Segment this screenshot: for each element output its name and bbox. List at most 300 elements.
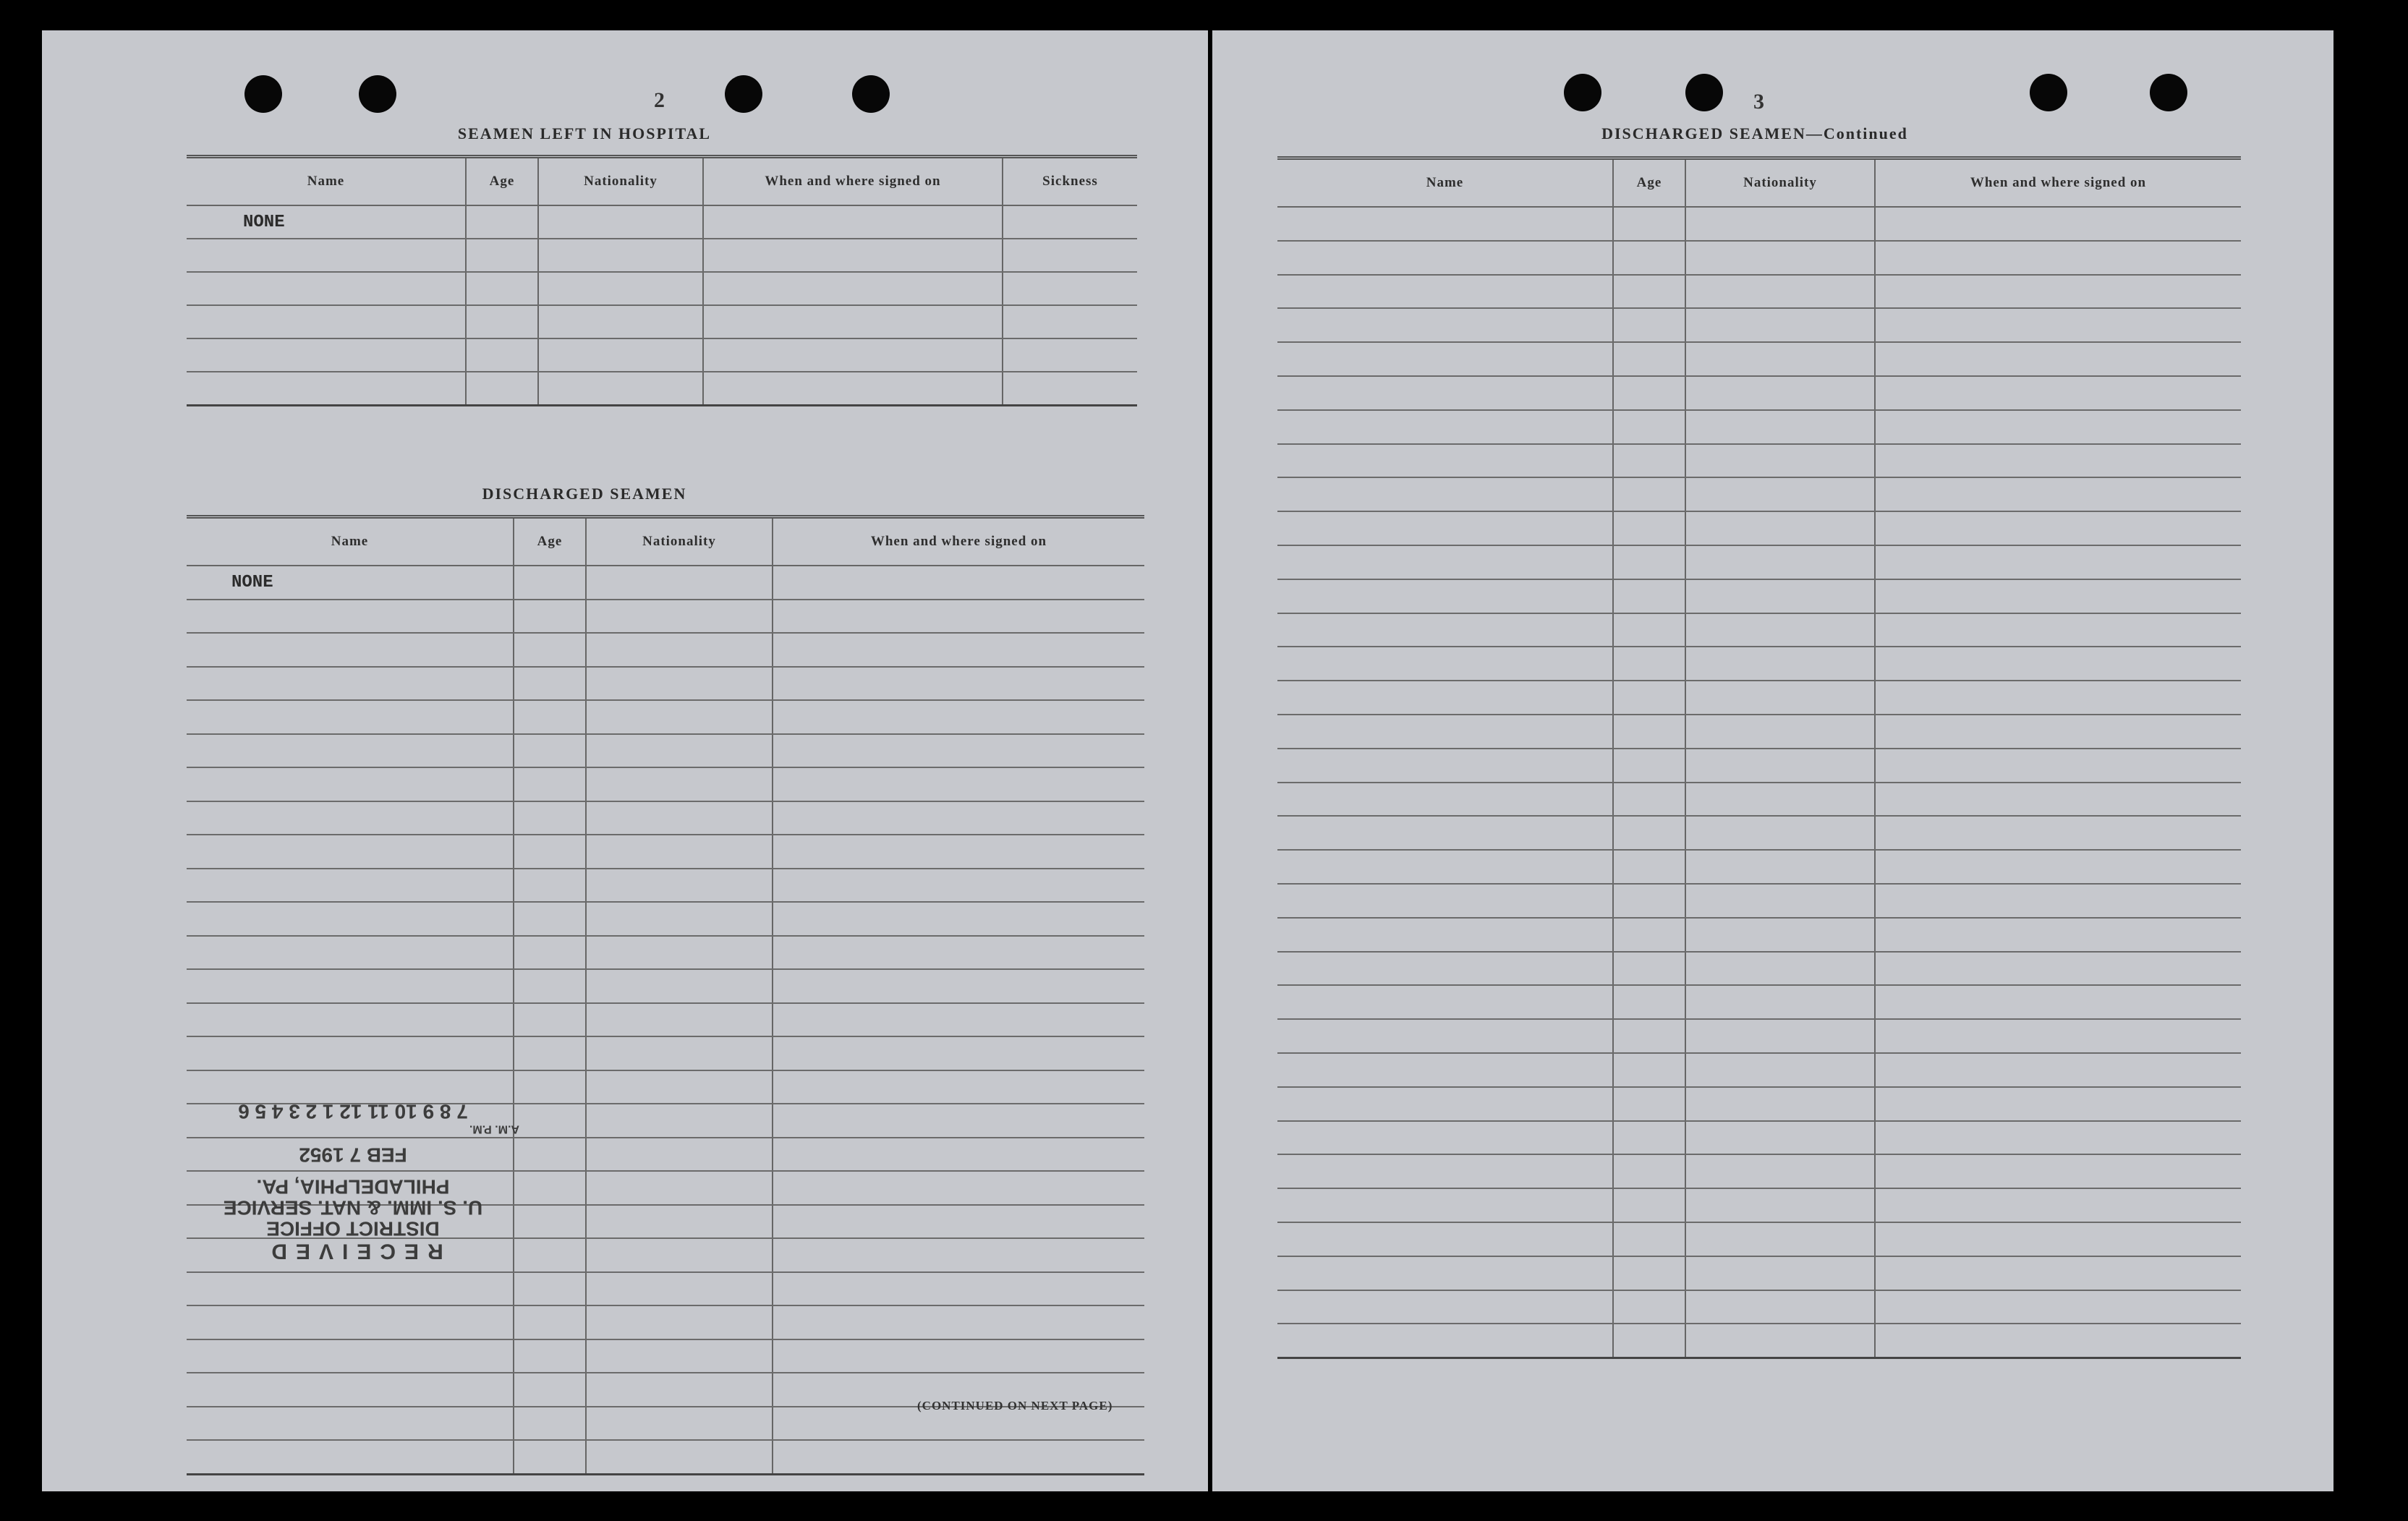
table-cell: [1875, 545, 2241, 579]
table-row: [187, 1339, 1144, 1373]
column-header: When and where signed on: [703, 157, 1003, 206]
discharged-table-body: [187, 566, 1144, 1474]
table-row: [187, 801, 1144, 835]
table-cell: [514, 1138, 586, 1172]
table-cell: [1613, 783, 1685, 817]
table-cell: [187, 272, 466, 305]
table-cell: [773, 1036, 1144, 1070]
table-cell: [586, 1104, 773, 1138]
table-row: [1277, 241, 2241, 275]
table-cell: [1613, 613, 1685, 647]
table-cell: [586, 633, 773, 667]
table-cell: [1685, 1222, 1875, 1256]
table-cell: [1685, 1188, 1875, 1222]
table-cell: [1613, 444, 1685, 478]
hospital-table: [187, 155, 1137, 406]
table-cell: [586, 969, 773, 1003]
discharged-table: [187, 515, 1144, 1475]
table-cell: [514, 633, 586, 667]
table-cell: [187, 1305, 514, 1339]
table-cell: [514, 1036, 586, 1070]
table-cell: [1277, 477, 1613, 511]
table-row: [187, 633, 1144, 667]
table-cell: [187, 1373, 514, 1407]
table-cell: [187, 1440, 514, 1474]
table-cell: [1685, 715, 1875, 749]
table-cell: [514, 700, 586, 734]
table-cell: [187, 700, 514, 734]
table-cell: [773, 902, 1144, 936]
table-cell: NONE: [187, 205, 466, 239]
table-cell: [538, 272, 703, 305]
table-cell: [703, 205, 1003, 239]
table-cell: [1685, 342, 1875, 376]
table-row: [1277, 511, 2241, 545]
table-cell: [514, 600, 586, 634]
table-cell: [1613, 647, 1685, 681]
table-row: [187, 700, 1144, 734]
table-cell: [538, 205, 703, 239]
table-cell: [514, 667, 586, 701]
table-cell: [1613, 342, 1685, 376]
table-cell: [187, 734, 514, 768]
table-cell: [514, 902, 586, 936]
table-cell: [1277, 647, 1613, 681]
table-cell: [514, 1339, 586, 1373]
stamp-line: PHILADELPHIA, PA.: [256, 1175, 450, 1198]
table-cell: [1277, 444, 1613, 478]
table-row: [187, 869, 1144, 903]
table-cell: [773, 767, 1144, 801]
page-number: 2: [654, 88, 665, 112]
table-cell: [1685, 545, 1875, 579]
received-stamp: [187, 1101, 519, 1262]
table-cell: [773, 936, 1144, 970]
table-cell: [1685, 1256, 1875, 1290]
punch-hole: [359, 75, 396, 113]
table-cell: [1003, 305, 1137, 338]
table-cell: [1685, 444, 1875, 478]
table-cell: [1875, 783, 2241, 817]
table-cell: [1875, 579, 2241, 613]
table-cell: [1277, 1019, 1613, 1053]
table-cell: [514, 1003, 586, 1037]
table-cell: [1875, 749, 2241, 783]
table-cell: [1685, 1154, 1875, 1188]
table-row: [187, 1272, 1144, 1306]
table-row: [187, 239, 1137, 272]
table-cell: [1875, 511, 2241, 545]
table-cell: [1875, 410, 2241, 444]
table-cell: [187, 1036, 514, 1070]
continued-note: (CONTINUED ON NEXT PAGE): [917, 1399, 1113, 1413]
table-cell: [773, 700, 1144, 734]
page-number: 3: [1753, 90, 1764, 114]
punch-hole: [725, 75, 762, 113]
table-cell: [187, 1339, 514, 1373]
column-header: When and where signed on: [773, 517, 1144, 566]
table-cell: [773, 969, 1144, 1003]
table-row: [187, 936, 1144, 970]
table-cell: [1875, 342, 2241, 376]
continued-section-title: DISCHARGED SEAMEN—Continued: [1601, 124, 1908, 142]
table-cell: [773, 1070, 1144, 1104]
table-cell: [1277, 1324, 1613, 1358]
table-cell: [1613, 1019, 1685, 1053]
table-cell: [1613, 985, 1685, 1019]
table-cell: [1277, 850, 1613, 884]
table-cell: [773, 1238, 1144, 1272]
column-header: Nationality: [1685, 158, 1875, 208]
table-cell: [514, 1238, 586, 1272]
column-header: Nationality: [538, 157, 703, 206]
table-cell: [1875, 985, 2241, 1019]
table-cell: [514, 734, 586, 768]
table-cell: [773, 869, 1144, 903]
table-cell: [1875, 207, 2241, 241]
table-cell: [773, 633, 1144, 667]
table-cell: [1613, 207, 1685, 241]
table-cell: [586, 734, 773, 768]
table-cell: [586, 1407, 773, 1441]
table-cell: [1685, 308, 1875, 342]
table-cell: [1613, 1154, 1685, 1188]
table-cell: [586, 1373, 773, 1407]
table-cell: [1875, 1324, 2241, 1358]
column-header: Age: [1613, 158, 1685, 208]
table-cell: [703, 305, 1003, 338]
table-cell: [1685, 783, 1875, 817]
table-cell: [1875, 1087, 2241, 1121]
table-cell: [514, 1440, 586, 1474]
table-cell: [586, 1171, 773, 1205]
table-cell: [586, 1070, 773, 1104]
punch-hole: [244, 75, 282, 113]
table-cell: [1685, 1324, 1875, 1358]
table-cell: [187, 633, 514, 667]
table-cell: [514, 1205, 586, 1239]
table-cell: [1685, 207, 1875, 241]
table-cell: [1277, 207, 1613, 241]
table-cell: [1277, 1290, 1613, 1324]
table-cell: [586, 566, 773, 600]
table-cell: [187, 1272, 514, 1306]
table-cell: [514, 1104, 586, 1138]
table-cell: [586, 700, 773, 734]
table-cell: [1875, 884, 2241, 918]
table-cell: [1685, 477, 1875, 511]
table-cell: [514, 566, 586, 600]
table-cell: [773, 1104, 1144, 1138]
table-cell: [466, 239, 538, 272]
table-cell: [514, 767, 586, 801]
table-cell: [1613, 1256, 1685, 1290]
table-cell: [1003, 338, 1137, 372]
table-cell: [1875, 715, 2241, 749]
table-cell: [586, 1003, 773, 1037]
table-row: [1277, 1154, 2241, 1188]
table-row: [1277, 1053, 2241, 1087]
table-cell: [1685, 1290, 1875, 1324]
table-row: [187, 734, 1144, 768]
table-cell: [1685, 884, 1875, 918]
table-cell: [1875, 477, 2241, 511]
table-cell: [1685, 749, 1875, 783]
table-cell: [1613, 511, 1685, 545]
continued-table: [1277, 156, 2241, 1359]
table-cell: [1875, 1256, 2241, 1290]
table-cell: [1875, 1053, 2241, 1087]
table-row: [187, 667, 1144, 701]
table-cell: [773, 1339, 1144, 1373]
table-cell: [1277, 545, 1613, 579]
table-cell: [1685, 1121, 1875, 1155]
discharged-section-title: DISCHARGED SEAMEN: [482, 485, 687, 503]
table-cell: [773, 835, 1144, 869]
table-cell: [1277, 1222, 1613, 1256]
table-row: [1277, 1256, 2241, 1290]
table-cell: [773, 1440, 1144, 1474]
table-row: [1277, 918, 2241, 952]
table-cell: [586, 936, 773, 970]
table-row: [1277, 1290, 2241, 1324]
table-cell: [187, 936, 514, 970]
table-cell: [1277, 1121, 1613, 1155]
hospital-table-header: [187, 157, 1137, 206]
column-header: Name: [187, 517, 514, 566]
table-cell: [586, 1238, 773, 1272]
table-row: [1277, 275, 2241, 309]
table-cell: [1875, 952, 2241, 986]
table-cell: [1277, 275, 1613, 309]
table-cell: [1277, 241, 1613, 275]
table-cell: NONE: [187, 566, 514, 600]
table-cell: [1277, 579, 1613, 613]
table-cell: [1613, 1053, 1685, 1087]
table-row: [187, 272, 1137, 305]
table-cell: [1875, 816, 2241, 850]
table-row: [1277, 783, 2241, 817]
table-cell: [187, 305, 466, 338]
table-cell: [1685, 850, 1875, 884]
table-cell: [514, 1407, 586, 1441]
table-row: [1277, 579, 2241, 613]
table-cell: [773, 1272, 1144, 1306]
table-cell: [1875, 681, 2241, 715]
table-cell: [1875, 1290, 2241, 1324]
table-cell: [1277, 342, 1613, 376]
table-cell: [514, 835, 586, 869]
table-row: [1277, 410, 2241, 444]
table-cell: [187, 338, 466, 372]
table-cell: [514, 1070, 586, 1104]
table-row: [1277, 985, 2241, 1019]
table-cell: [586, 667, 773, 701]
table-cell: [1875, 613, 2241, 647]
table-cell: [1003, 239, 1137, 272]
discharged-table-header: [187, 517, 1144, 566]
column-header: Sickness: [1003, 157, 1137, 206]
table-row: [1277, 647, 2241, 681]
table-cell: [1277, 884, 1613, 918]
table-cell: [773, 600, 1144, 634]
table-cell: [1277, 749, 1613, 783]
table-cell: [187, 1407, 514, 1441]
table-cell: [1875, 918, 2241, 952]
table-cell: [1685, 816, 1875, 850]
table-cell: [773, 566, 1144, 600]
table-cell: [1277, 783, 1613, 817]
column-header: When and where signed on: [1875, 158, 2241, 208]
table-cell: [1277, 918, 1613, 952]
table-cell: [514, 801, 586, 835]
table-row: [1277, 715, 2241, 749]
column-header: Name: [1277, 158, 1613, 208]
table-row: [187, 305, 1137, 338]
table-cell: [1277, 715, 1613, 749]
table-cell: [1613, 1290, 1685, 1324]
table-row: [1277, 1087, 2241, 1121]
hospital-table-body: [187, 205, 1137, 406]
table-row: [1277, 1121, 2241, 1155]
table-row: [1277, 342, 2241, 376]
table-cell: [1685, 918, 1875, 952]
table-cell: [1685, 511, 1875, 545]
table-cell: [1685, 952, 1875, 986]
table-cell: [1613, 1121, 1685, 1155]
table-cell: [1277, 1053, 1613, 1087]
table-cell: [1685, 647, 1875, 681]
table-row: [1277, 681, 2241, 715]
table-cell: [703, 239, 1003, 272]
table-cell: [187, 767, 514, 801]
table-cell: [773, 1305, 1144, 1339]
table-row: [1277, 545, 2241, 579]
table-cell: [1875, 376, 2241, 410]
table-cell: [1613, 816, 1685, 850]
table-cell: [1277, 308, 1613, 342]
table-cell: [1685, 985, 1875, 1019]
table-row: [187, 902, 1144, 936]
table-cell: [538, 305, 703, 338]
table-row: [1277, 952, 2241, 986]
table-cell: [1277, 410, 1613, 444]
table-row: [1277, 850, 2241, 884]
table-cell: [773, 1171, 1144, 1205]
table-cell: [586, 600, 773, 634]
punch-hole: [2150, 74, 2187, 111]
table-cell: [1875, 1188, 2241, 1222]
table-cell: [1613, 884, 1685, 918]
table-cell: [1613, 1324, 1685, 1358]
table-row: [1277, 749, 2241, 783]
table-cell: [187, 902, 514, 936]
table-cell: [1003, 205, 1137, 239]
punch-hole: [2030, 74, 2067, 111]
table-row: [187, 1070, 1144, 1104]
table-cell: [1277, 1154, 1613, 1188]
table-cell: [466, 372, 538, 406]
table-cell: [1685, 241, 1875, 275]
table-cell: [586, 869, 773, 903]
right-page: [1212, 30, 2333, 1491]
table-row: [1277, 613, 2241, 647]
table-cell: [514, 869, 586, 903]
table-cell: [703, 372, 1003, 406]
table-row: [187, 1036, 1144, 1070]
continued-table-header: [1277, 158, 2241, 208]
table-cell: [1277, 613, 1613, 647]
table-cell: [1685, 579, 1875, 613]
hospital-section-title: SEAMEN LEFT IN HOSPITAL: [457, 124, 712, 142]
column-header: Name: [187, 157, 466, 206]
table-cell: [1613, 241, 1685, 275]
table-cell: [1875, 1222, 2241, 1256]
table-cell: [187, 835, 514, 869]
table-cell: [586, 1138, 773, 1172]
table-cell: [1685, 1053, 1875, 1087]
table-cell: [1875, 241, 2241, 275]
table-row: [187, 767, 1144, 801]
table-cell: [773, 1205, 1144, 1239]
table-cell: [1613, 376, 1685, 410]
table-cell: [586, 835, 773, 869]
table-cell: [187, 239, 466, 272]
table-cell: [586, 1205, 773, 1239]
table-cell: [187, 667, 514, 701]
continued-table-body: [1277, 207, 2241, 1358]
table-row: [1277, 308, 2241, 342]
table-cell: [1875, 1019, 2241, 1053]
column-header: Nationality: [586, 517, 773, 566]
stamp-line: U. S. IMM. & NAT. SERVICE: [223, 1196, 483, 1219]
table-row: [1277, 816, 2241, 850]
stamp-line: FEB 7 1952: [299, 1143, 407, 1167]
table-cell: [538, 239, 703, 272]
stamp-line: 7 8 9 10 11 12 1 2 3 4 5 6: [238, 1100, 468, 1123]
table-cell: [1613, 275, 1685, 309]
punch-hole: [1564, 74, 1601, 111]
table-cell: [1875, 275, 2241, 309]
table-cell: [703, 272, 1003, 305]
table-row: [187, 1440, 1144, 1474]
table-cell: [1613, 1222, 1685, 1256]
table-cell: [1003, 372, 1137, 406]
table-cell: [514, 1305, 586, 1339]
table-cell: [1685, 613, 1875, 647]
table-cell: [1613, 410, 1685, 444]
table-cell: [1277, 376, 1613, 410]
table-row: [187, 835, 1144, 869]
table-cell: [1613, 1188, 1685, 1222]
table-cell: [187, 801, 514, 835]
punch-hole: [1685, 74, 1723, 111]
table-cell: [187, 600, 514, 634]
table-cell: [1613, 545, 1685, 579]
table-cell: [1685, 1087, 1875, 1121]
table-cell: [514, 936, 586, 970]
table-cell: [538, 338, 703, 372]
stamp-line: RECEIVED: [263, 1239, 443, 1264]
table-cell: [514, 1272, 586, 1306]
table-cell: [187, 1003, 514, 1037]
table-cell: [773, 1003, 1144, 1037]
column-header: Age: [466, 157, 538, 206]
table-cell: [1613, 1087, 1685, 1121]
table-cell: [187, 969, 514, 1003]
table-cell: [1277, 952, 1613, 986]
table-row: [187, 1305, 1144, 1339]
